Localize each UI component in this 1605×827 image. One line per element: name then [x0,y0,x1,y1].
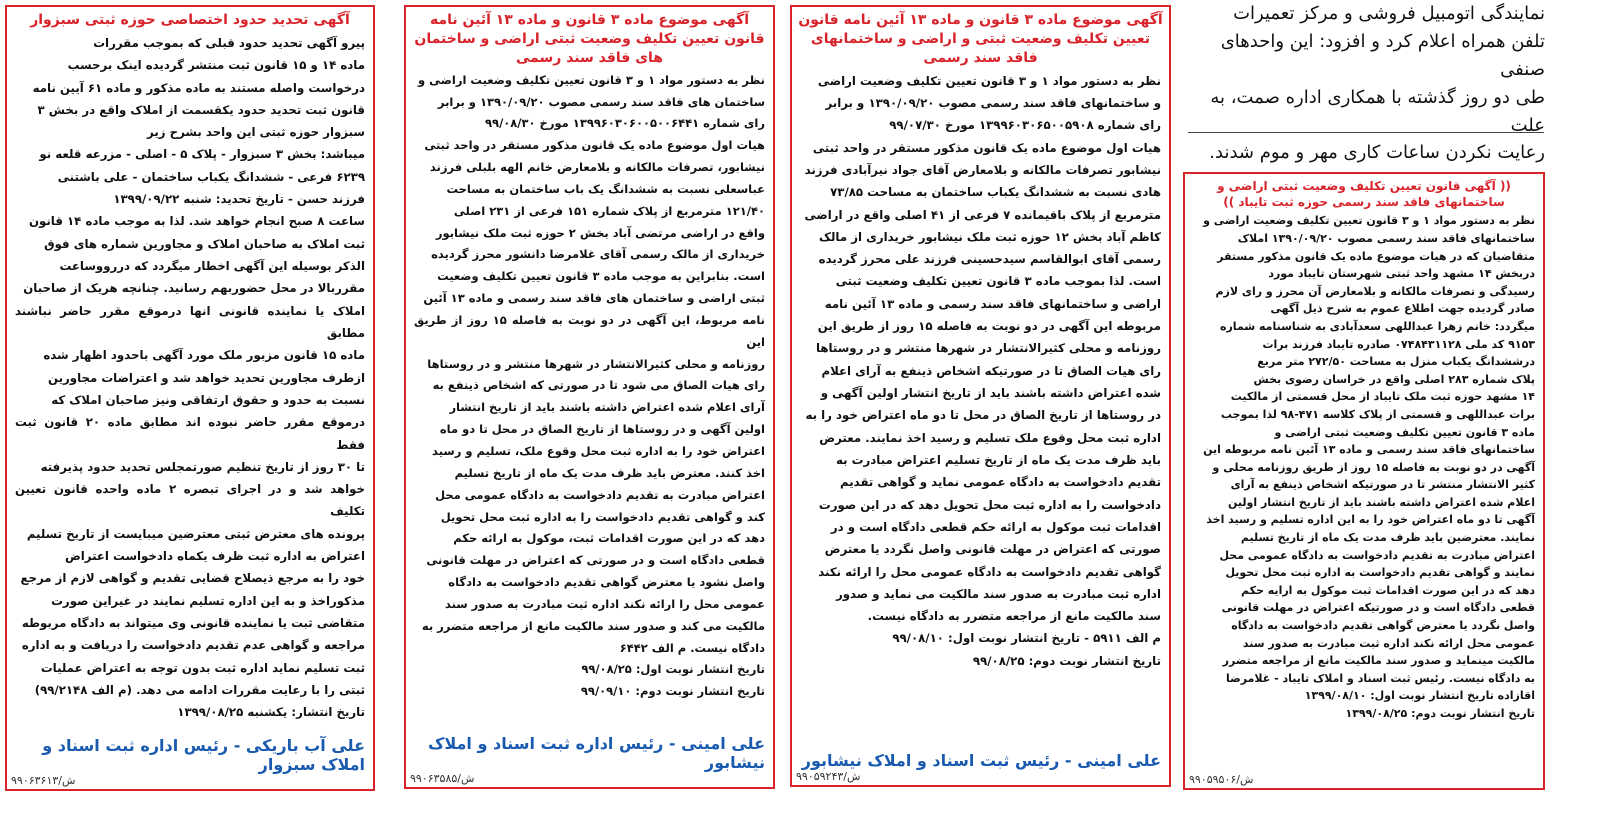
notice-line: کند و گواهی تقدیم دادخواست را به اداره ثبت محل تحویل [440,509,765,524]
notice-line: رسمی آقای ابوالقاسم سیدحسینی فرزند علی محرز گردیده [818,252,1161,267]
notice-line: اداره ثبت مبادرت به صدور سند مالکیت می نماید و صدور [835,586,1161,601]
notice-line: مالکیت مینماید و صدور سند مالکیت مانع از مراجعه متضرر [1222,654,1535,668]
notice-line: تقدیم دادخواست به دادگاه عمومی نماید و گواهی تقدیم [840,475,1161,490]
notice-line: نسبت به حدود و حقوق ارتفاقی ونیز صاحبان املاک که [51,392,365,407]
notice-title: آگهی موضوع ماده ۳ قانون و ماده ۱۳ آئین نامه قانون تعیین تکلیف وضعیت ثبتی و اراضی و ساختمانهای فاقد سند رسمی [798,12,1163,66]
notice-line: صادر گردیده جهت اطلاع عموم به شرح ذیل آگهی [1270,302,1535,316]
notice-line: مذکوراخذ و به این اداره تسلیم نمایند در غیراین صورت [51,593,365,608]
notice-line: نیشابور تصرفات مالکانه و بلامعارض آقای جواد نیرآبادی فرزند [804,162,1161,177]
notice-line: کثیر الانتشار منتشر تا در صورتیکه اشخاص ذینفع به آرای [1230,478,1535,492]
notice-line: روزنامه و محلی کثیرالانتشار در شهرها منتشر و در روستاها [427,356,765,371]
notice-line: اقازاده تاریخ انتشار نوبت اول: ۱۳۹۹/۰۸/۱۰ [1304,689,1535,703]
notice-line: میباشد: بخش ۳ سبزوار - پلاک ۵ - اصلی - مزرعه قلعه نو [39,147,365,162]
notice-line: تاریخ انتشار نوبت اول: ۹۹/۰۸/۲۵ [581,662,765,677]
notice-title: آگهی تحدید حدود اختصاصی حوزه ثبتی سبزوار [30,12,350,28]
notice-body [414,70,765,732]
notice-line: گواهی تقدیم دادخواست به دادگاه عمومی محل را ارائه نکند [818,564,1161,579]
notice-line: ثبت املاک به صاحبان املاک و مجاورین شماره های فوق [44,236,365,251]
notice-line: هادی نسبت به ششدانگ یکباب ساختمان به مساحت ۷۳/۸۵ [830,185,1161,200]
article-line: تلفن همراه اعلام کرد و افزود: این واحدهای صنفی [1220,30,1545,80]
notice-title: آگهی موضوع ماده ۳ قانون و ماده ۱۳ آئین نامه قانون تعیین تکلیف وضعیت ثبتی اراضی و ساختمان های فاقد سند رسمی [414,12,765,66]
notice-line: مالکیت می کند و صدور سند مالکیت مانع از مراجعه متضرر به [421,618,765,633]
notice-line: قطعی دادگاه است و در صورتی که اعتراض در مهلت قانونی [426,553,765,568]
notice-line: مراجعه و گواهی عدم تقدیم دادخواست را دریافت و به اداره [21,638,365,653]
notice-code: ش/۹۹۰۵۹۵۰۶ [1189,773,1254,786]
notice-line: ۹۱۵۳ کد ملی ۰۷۴۸۴۳۱۱۲۸ صادره تایباد فرزند برات [1262,337,1535,351]
notice-line: سند مالکیت مانع از مراجعه متضرر به دادگاه نیست. [867,609,1161,624]
notice-line: ساختمانهای فاقد سند رسمی و ماده ۱۳ آئین نامه مربوطه این [1203,443,1535,457]
notice-taybad [1183,172,1545,790]
notice-line: تا ۳۰ روز از تاریخ تنظیم صورتمجلس تحدید حدود پذیرفته [40,459,365,474]
notice-line: تاریخ انتشار نوبت دوم: ۹۹/۰۹/۱۰ [580,684,765,699]
notice-neyshabur-nirabadi [790,5,1171,787]
notice-line: مربوطه این آگهی در دو نوبت به فاصله ۱۵ روز از طریق این [817,319,1161,334]
notice-line: اعتراض خود را به اداره ثبت محل وقوع ملک، تسلیم و رسید [432,444,765,459]
notice-line: آرای اعلام شده اعتراض داشته باشند باید از تاریخ انتشار [449,400,765,415]
notice-line: پرونده های معترض ثبتی معترضین میبایست از تاریخ تسلیم [26,526,365,541]
notice-line: باید ظرف مدت یک ماه از تاریخ تسلیم اعتراض مبادرت به [836,452,1161,467]
notice-line: رسیدگی و تصرفات مالکانه و بلامعارض آن محرز و رای لازم [1215,284,1535,298]
notice-body [15,32,365,734]
notice-line: دهد که در این صورت اقدامات ثبت موکول به ارایه حکم [1240,583,1535,597]
top-right-article [1183,0,1545,164]
notice-line: ۱۲۱/۴۰ مترمربع از پلاک شماره ۱۵۱ فرعی از ۲۳۱ اصلی [453,203,765,218]
notice-line: فرزند حسن - تاریخ تحدید: شنبه ۱۳۹۹/۰۹/۲۲ [113,192,365,207]
notice-line: برات عبداللهی و قسمتی از پلاک کلاسه ۴۷۱-۹۸ لذا بموجب [1220,407,1535,421]
article-line: طی دو روز گذشته با همکاری اداره صمت، به علت [1210,86,1545,136]
notice-line: است. لذا بموجب ماده ۳ قانون تعیین تکلیف وضعیت ثبتی [835,274,1161,289]
notice-line: ساختمان های فاقد سند رسمی مصوب ۱۳۹۰/۰۹/۲۰ و برابر [437,94,765,109]
notice-line: نظر به دستور مواد ۱ و ۳ قانون تعیین تکلیف وضعیت اراضی و [1203,214,1535,228]
notice-line: اعتراض به اداره ثبت ظرف یکماه دادخواست اعتراض [64,549,365,564]
notice-line: آگهی تا دو ماه اعتراض خود را به این اداره تسلیم و رسید اخذ [1206,513,1535,527]
notice-line: اخذ کنند. معترض باید ظرف مدت یک ماه از تاریخ تسلیم [454,465,765,480]
notice-title: (( آگهی قانون تعیین تکلیف وضعیت ثبتی اراضی و ساختمانهای فاقد سند رسمی حوزه ثبت تایباد )) [1217,179,1511,210]
notice-line: آگهی در دو نوبت به فاصله ۱۵ روز از طریق روزنامه محلی و [1212,460,1535,474]
notice-line: روزنامه و محلی کثیرالانتشار در شهرها منتشر و در روستاها [815,341,1161,356]
notice-line: تاریخ انتشار نوبت دوم: ۹۹/۰۸/۲۵ [972,653,1161,668]
article-line: نمایندگی اتومبیل فروشی و مرکز تعمیرات [1233,3,1545,24]
notice-line: مقرربالا در محل حضوربهم رسانید. چنانچه هریک از صاحبان [23,281,365,296]
article-divider [1188,132,1544,133]
notice-line: ثبتی را با رعایت مقررات ادامه می دهد. (م الف ۹۹/۲۱۴۸) [34,682,365,697]
notice-sabzevar-boundary [5,5,375,791]
notice-line: ازطرف مجاورین تحدید خواهد شد و اعتراضات مجاورین [48,370,365,385]
notice-line: م الف ۵۹۱۱ - تاریخ انتشار نوبت اول: ۹۹/۰۸/۱۰ [892,631,1161,646]
notice-line: قانون ثبت تحدید حدود یکقسمت از املاک واقع در بخش ۳ [37,102,365,117]
notice-line: هیات اول موضوع ماده یک قانون مذکور مستقر در واحد ثبتی [812,140,1161,155]
notice-line: ماده ۳ قانون تعیین تکلیف وضعیت ثبتی اراضی و [1274,425,1535,439]
notice-line: واقع در اراضی مرتضی آباد بخش ۲ حوزه ثبت ملک نیشابور [435,225,765,240]
notice-line: رای شماره ۱۳۹۹۶۰۳۰۶۵۰۰۵۹۰۸ مورخ ۹۹/۰۷/۳۰ [889,118,1161,133]
notice-line: نظر به دستور مواد ۱ و ۳ قانون تعیین تکلیف وضعیت اراضی و [418,72,765,87]
notice-line: رای شماره ۱۳۹۹۶۰۳۰۶۰۰۵۰۰۶۴۴۱ مورخ ۹۹/۰۸/۳۰ [485,116,765,131]
notice-line: ۱۴ مشهد حوزه ثبت ملک تایباد از محل قسمتی از مالکیت [1230,390,1535,404]
notice-line: ۶۲۳۹ فرعی - ششدانگ یکباب ساختمان - علی باشتنی [57,169,365,184]
notice-body [1193,212,1535,773]
notice-line: متقاضیان که در هیات موضوع ماده یک قانون مذکور مستقر [1217,249,1535,263]
notice-line: رای هیات الصاق می شود تا در صورتی که اشخاص ذینفع به [432,378,765,393]
notice-line: اعلام شده اعتراض داشته باشند باید از تاریخ انتشار اولین [1227,495,1535,509]
notice-line: اداره ثبت محل وقوع ملک تسلیم و رسید اخذ نمایند. معترض [819,430,1161,445]
notice-line: مترمربع از پلاک باقیمانده ۷ فرعی از ۴۱ اصلی واقع در اراضی [804,207,1161,222]
notice-line: است. بنابراین به موجب ماده ۳ قانون تعیین تکلیف وضعیت [437,269,765,284]
notice-line: اراضی و ساختمانهای فاقد سند رسمی و ماده ۱۳ آئین نامه [824,296,1161,311]
notice-line: شده اعتراض داشته باشند باید از تاریخ انتشار اولین آگهی و [820,386,1161,401]
notice-signature: علی آب باریکی - رئیس اداره ثبت اسناد و املاک سبزوار [42,736,365,774]
notice-code: ش/۹۹۰۶۳۶۱۳ [11,774,76,787]
article-line: رعایت نکردن ساعات کاری مهر و موم شدند. [1209,142,1545,164]
notice-line: نمایند. معترضین باید ظرف مدت یک ماه از تاریخ تسلیم [1240,531,1535,545]
notice-line: و ساختمانهای فاقد سند رسمی مصوب ۱۳۹۰/۰۹/۲۰ و برابر [825,95,1161,110]
notice-neyshabur-bolboli [404,5,775,789]
notice-line: درششدانگ یکباب منزل به مساحت ۲۷۲/۵۰ متر مربع [1257,355,1535,369]
notice-line: درخواست واصله مستند به ماده مذکور و ماده ۶۱ آیین نامه [32,80,365,95]
notice-line: املاک یا نماینده قانونی انها درموقع مقرر حاضر نباشند مطابق [15,303,365,340]
notice-line: به دادگاه نیست. رئیس ثبت اسناد و املاک تایباد - غلامرضا [1226,671,1535,685]
notice-line: دادگاه نیست. م الف ۶۴۴۲ [619,640,765,655]
notice-line: تاریخ انتشار: یکشنبه ۱۳۹۹/۰۸/۲۵ [177,705,365,720]
notice-line: واصل نگردد یا معترض گواهی تقدیم دادخواست به دادگاه [1231,619,1535,633]
notice-line: دربخش ۱۴ مشهد واحد ثبتی شهرستان تایباد مورد [1268,267,1535,281]
notice-line: ثبتی اراضی و ساختمان های فاقد سند رسمی و ماده ۱۳ آئین [423,291,765,306]
notice-line: اعتراض مبادرت به تقدیم دادخواست به دادگاه عمومی محل [435,487,765,502]
notice-line: تاریخ انتشار نوبت دوم: ۱۳۹۹/۰۸/۲۵ [1345,707,1535,720]
notice-line: پیرو آگهی تحدید حدود قبلی که بموجب مقررات [93,35,365,50]
notice-line: صورتی که اعتراض در مهلت قانونی واصل نگردد یا معترض [824,542,1161,557]
notice-line: الذکر بوسیله این آگهی اخطار میگردد که دررووساعت [59,259,365,274]
notice-line: پلاک شماره ۲۸۳ اصلی واقع در خراسان رضوی بخش [1253,372,1535,386]
notice-line: نیشابور، تصرفات مالکانه و بلامعارض خانم الهه بلبلی فرزند [429,160,765,175]
notice-line: هیات اول موضوع ماده یک قانون مذکور مستقر در واحد ثبتی [424,138,765,153]
notice-body [800,70,1161,749]
notice-line: ساختمانهای فاقد سند رسمی مصوب ۱۳۹۰/۰۹/۲۰ املاک [1237,231,1535,245]
notice-line: خواهد شد و در اجرای تبصره ۲ ماده واحده قانون تعیین تکلیف [15,482,365,519]
notice-line: عمومی محل را ارائه نکند اداره ثبت مبادرت به صدور سند [445,596,765,611]
notice-line: دهد که در این صورت اقدامات ثبت، موکول به ارائه حکم [453,531,765,546]
notice-line: سبزوار حوزه ثبتی این واحد بشرح زیر [147,125,365,140]
notice-line: ماده ۱۵ قانون مزبور ملک مورد آگهی باحدود اظهار شده [43,348,365,363]
notice-line: قطعی دادگاه است و در صورتیکه اعتراض در مهلت قانونی [1221,601,1535,615]
notice-line: ساعت ۸ صبح انجام خواهد شد. لذا به موجب ماده ۱۴ قانون [29,214,365,229]
notice-line: متقاضی ثبت یا نماینده قانونی وی میتواند به دادگاه مربوطه [21,616,365,631]
notice-line: دادخواست را به اداره ثبت محل تحویل دهد که در این صورت [818,497,1161,512]
notice-line: ماده ۱۴ و ۱۵ قانون ثبت منتشر گردیده اینک برحسب [67,58,365,73]
notice-line: خود را به مرجع ذیصلاح قضایی تقدیم و گواهی لازم از مرجع [20,571,365,586]
notice-line: اعتراض مبادرت به تقدیم دادخواست به دادگاه عمومی محل [1219,548,1535,562]
notice-line: واصل نشود یا معترض گواهی تقدیم دادخواست به دادگاه [448,575,765,590]
notice-line: رای هیات الصاق تا در صورتیکه اشخاص ذینفع به آرای اعلام [821,363,1161,378]
notice-line: نظر به دستور مواد ۱ و ۳ قانون تعیین تکلیف وضعیت اراضی [817,73,1161,88]
notice-line: ثبت تسلیم نماید اداره ثبت بدون توجه به اعتراض عملیات [40,660,365,675]
notice-line: نامه مربوط، این آگهی در دو نوبت به فاصله ۱۵ روز از طریق این [414,312,765,349]
notice-code: ش/۹۹۰۶۳۵۸۵ [410,772,475,785]
notice-line: اقدامات ثبت موکول به ارائه حکم قطعی دادگاه است و در [830,519,1161,534]
notice-line: در روستاها از تاریخ الصاق در محل تا دو ماه اعتراض خود را به [805,408,1161,423]
notice-line: میگردد: خانم زهرا عبداللهی سعدآبادی به شناسنامه شماره [1219,319,1535,333]
notice-line: خریداری از مالک رسمی آقای غلامرضا دانشور محرز گردیده [431,247,765,262]
notice-line: کاظم آباد بخش ۱۲ حوزه ثبت ملک نیشابور خریداری از مالک [818,229,1161,244]
notice-line: اولین آگهی و در روستاها از تاریخ الصاق در محل تا دو ماه [439,422,765,437]
notice-line: درموقع مقرر حاضر نبوده اند مطابق ماده ۲۰ قانون ثبت فقط [15,415,365,452]
notice-code: ش/۹۹۰۵۹۲۴۳ [796,770,861,783]
notice-signature: علی امینی - رئیس ثبت اسناد و املاک نیشابور [801,751,1161,770]
notice-line: عباسعلی نسبت به ششدانگ یک باب ساختمان به مساحت [446,181,765,196]
notice-line: نمایند و گواهی تقدیم دادخواست به اداره ثبت محل تحویل [1225,566,1535,580]
notice-signature: علی امینی - رئیس اداره ثبت اسناد و املاک نیشابور [427,734,765,772]
notice-line: عمومی محل ارائه نکند اداره ثبت مبادرت به صدور سند [1242,636,1535,650]
